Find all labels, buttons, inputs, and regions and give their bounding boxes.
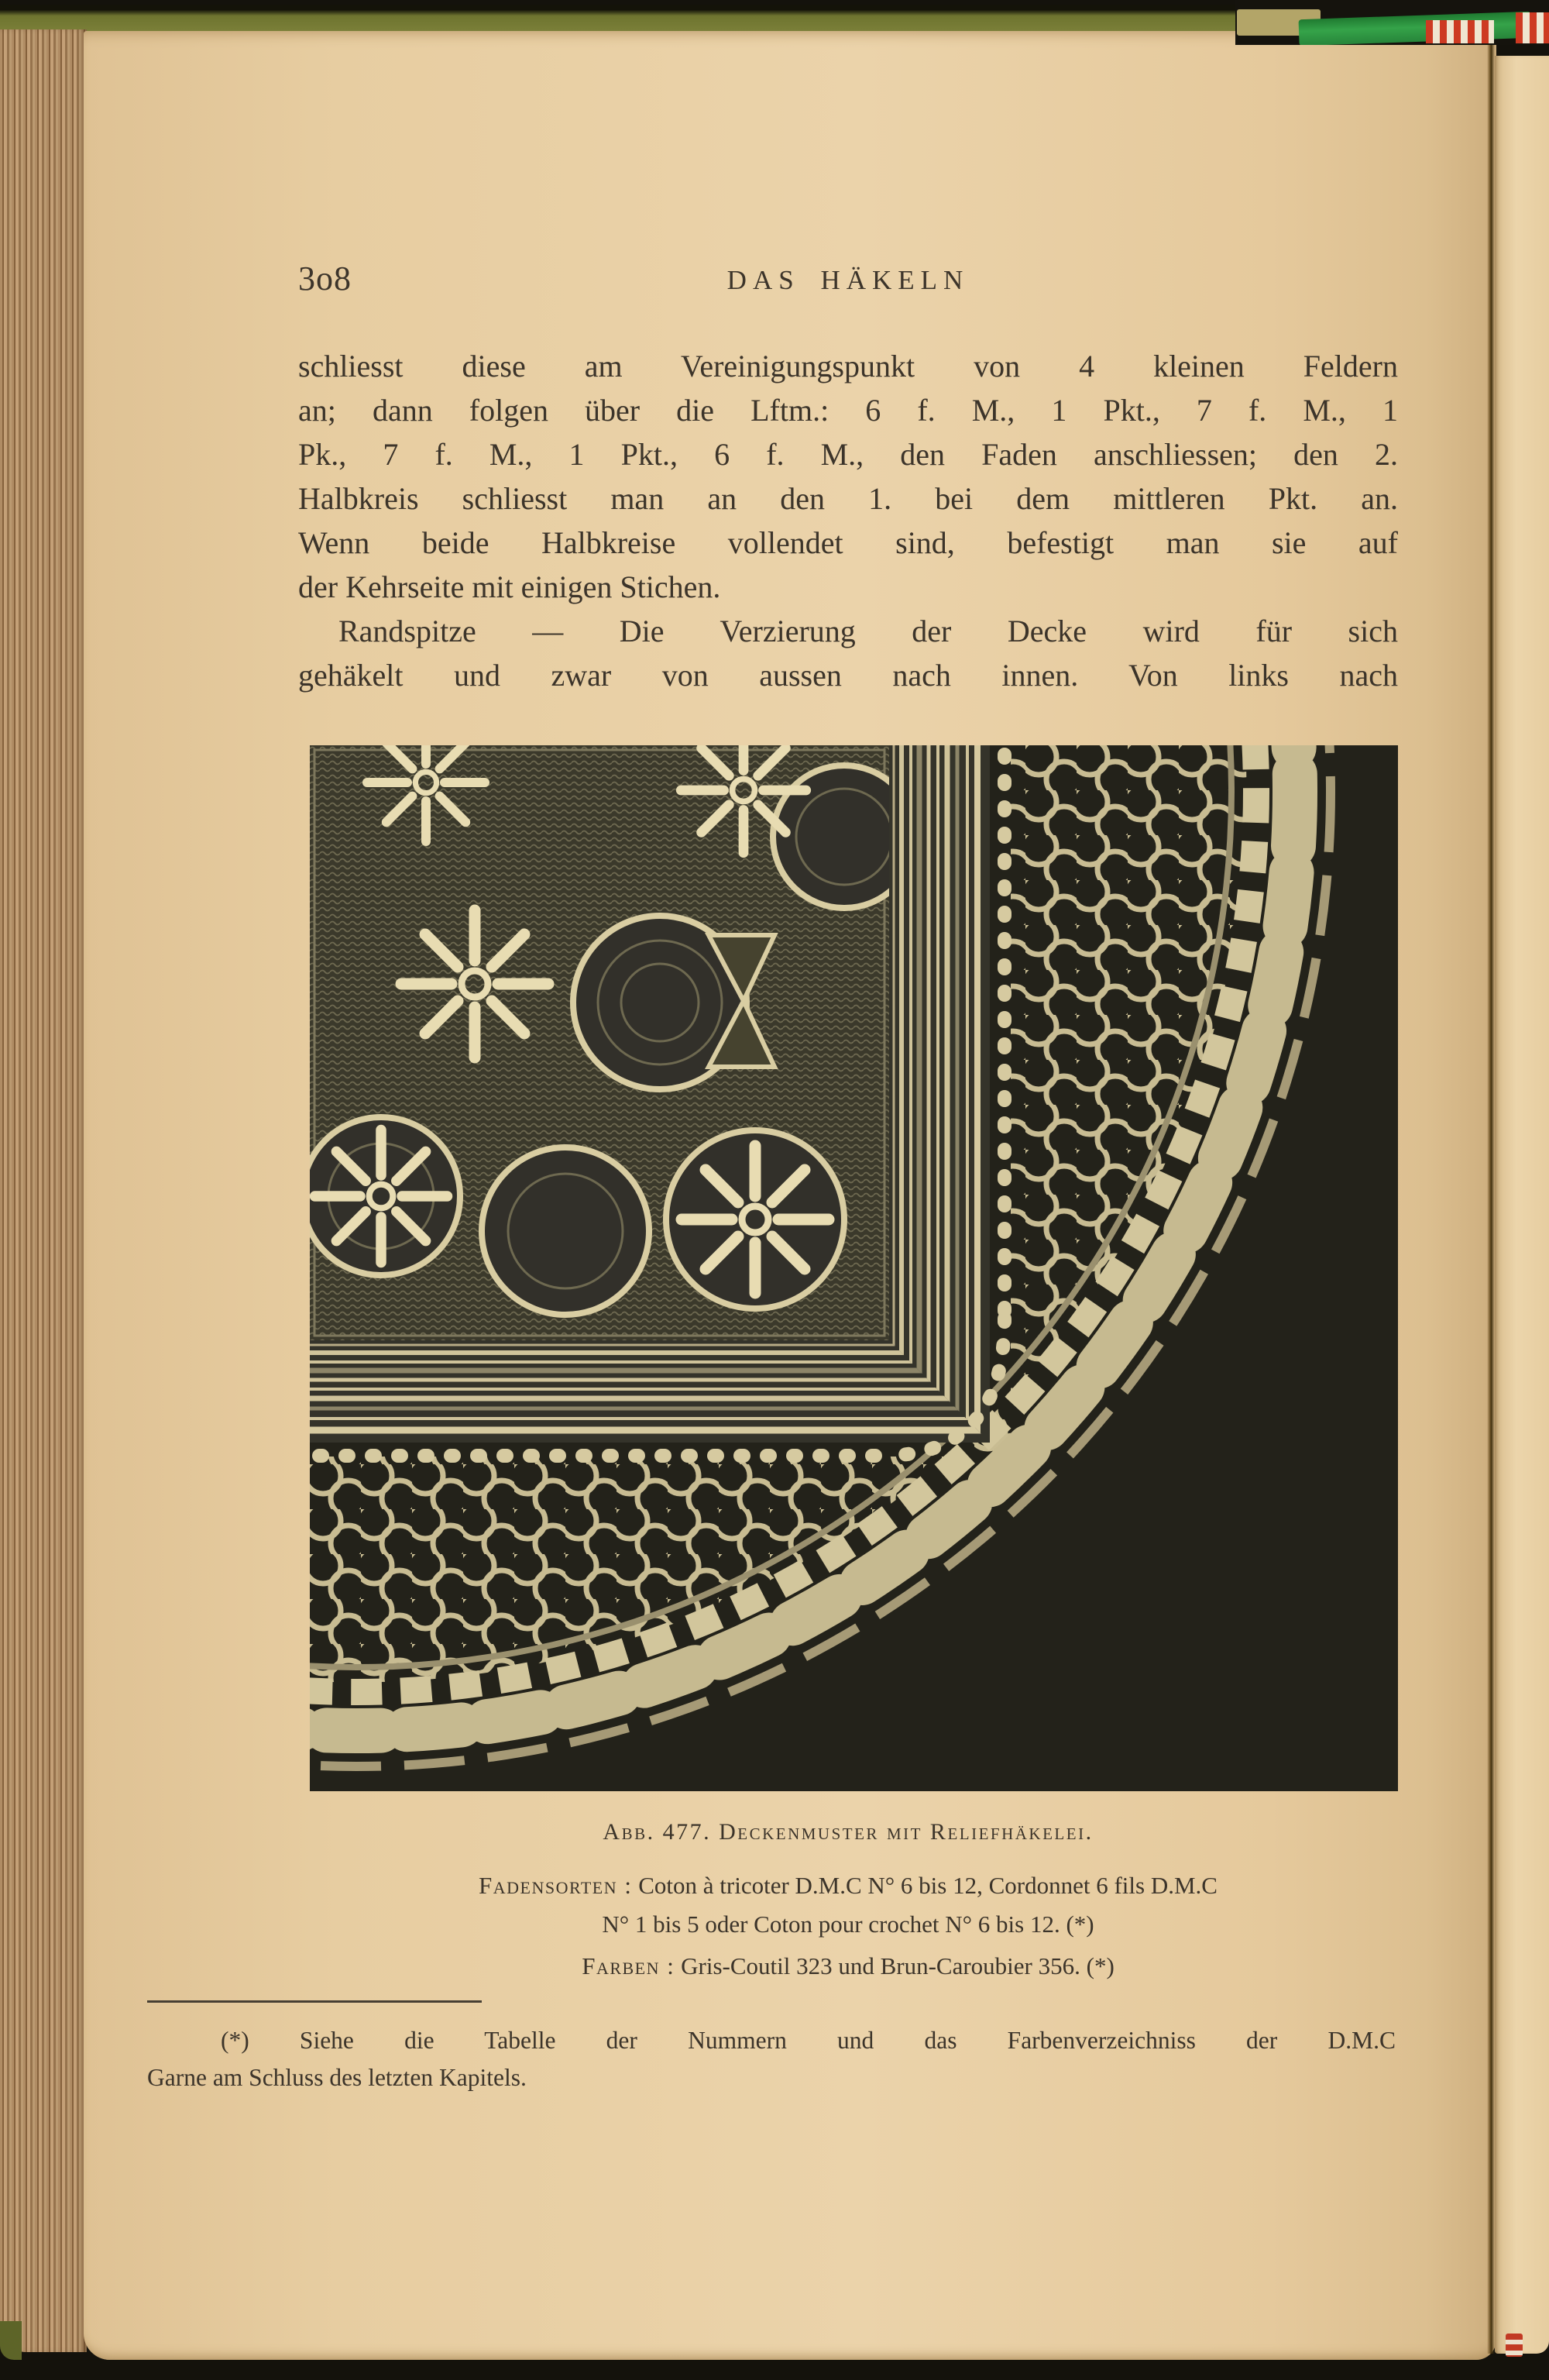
- running-header: DAS HÄKELN: [726, 265, 970, 295]
- body-paragraphs: [298, 344, 1398, 697]
- footnote: [147, 2022, 1396, 2096]
- crochet-photo-svg: [310, 745, 1398, 1791]
- colors-label: Farben :: [582, 1952, 675, 1979]
- body-line: an; dann folgen über die Lftm.: 6 f. M., 1 Pkt., 7 f. M., 1: [298, 393, 1398, 428]
- binding-red-cloth: [1516, 12, 1549, 43]
- body-line: Halbkreis schliesst man an den 1. bei dem mittleren Pkt. an.: [298, 481, 1398, 516]
- body-line: gehäkelt und zwar von aussen nach innen. Von links nach: [298, 658, 1398, 693]
- adjacent-page-sliver: [1495, 56, 1549, 2354]
- binding-cloth-strip: [1235, 0, 1549, 45]
- book-gutter-crease: [1487, 45, 1495, 2354]
- page-number: 3o8: [298, 260, 352, 298]
- book-cover-edge-bottom-left: [0, 2321, 22, 2360]
- body-line: Pk., 7 f. M., 1 Pkt., 6 f. M., den Faden anschliessen; den 2.: [298, 437, 1398, 472]
- figure-caption: Abb. 477. Deckenmuster mit Reliefhäkelei.: [603, 1819, 1094, 1845]
- footnote-line: (*) Siehe die Tabelle der Nummern und das Farbenverzeichniss der D.M.C: [221, 2027, 1396, 2054]
- binding-red-cloth: [1426, 20, 1494, 43]
- footnote-divider: [147, 2000, 482, 2003]
- figure-materials-line-2: N° 1 bis 5 oder Coton pour crochet N° 6 bis 12. (*): [602, 1911, 1094, 1938]
- materials-label: Fadensorten :: [479, 1872, 633, 1899]
- crochet-photo: [310, 745, 1398, 1791]
- body-line: schliesst diese am Vereinigungspunkt von 4 kleinen Feldern: [298, 349, 1398, 383]
- materials-text: Coton à tricoter D.M.C N° 6 bis 12, Cordonnet 6 fils D.M.C: [638, 1872, 1218, 1899]
- binding-red-cloth-bottom: [1506, 2334, 1523, 2357]
- figure-colors-line: [225, 1952, 1472, 1980]
- body-line: der Kehrseite mit einigen Stichen.: [298, 569, 721, 604]
- colors-text: Gris-Coutil 323 und Brun-Caroubier 356. (*): [681, 1952, 1115, 1979]
- footnote-line: Garne am Schluss des letzten Kapitels.: [147, 2064, 527, 2091]
- binding-green-ribbon: [1298, 12, 1531, 45]
- page-stack-edge-left: [0, 29, 87, 2352]
- figure-materials-line-1: [225, 1872, 1472, 1900]
- body-line: Wenn beide Halbkreise vollendet sind, befestigt man sie auf: [298, 525, 1398, 560]
- body-line: Randspitze — Die Verzierung der Decke wird für sich: [338, 614, 1398, 648]
